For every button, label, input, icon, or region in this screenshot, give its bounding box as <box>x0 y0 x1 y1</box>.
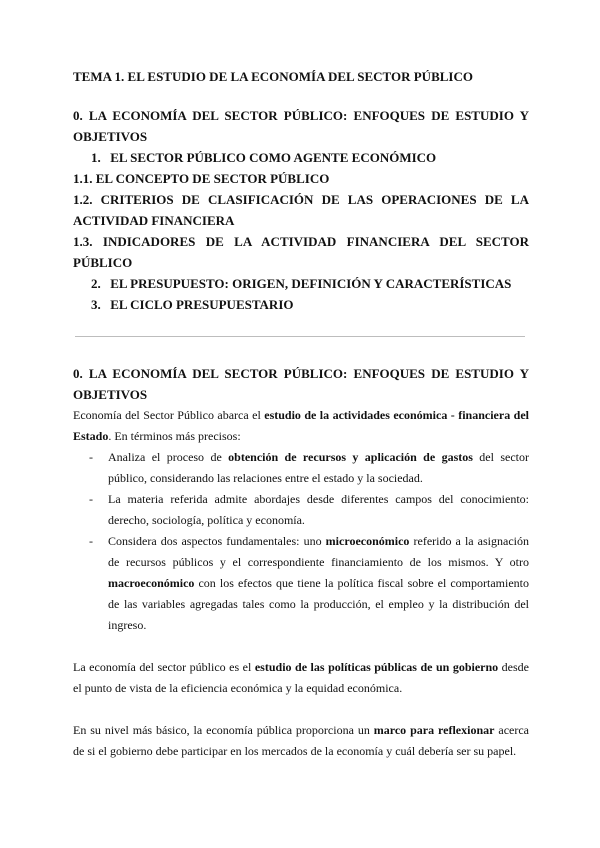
text-run: La materia referida admite abordajes desde diferentes campos del conocimiento: derecho, sociología, política y economía. <box>108 492 529 527</box>
text-run: con los efectos que tiene la política fiscal sobre el comportamiento de las variables agregadas tales como la producción, el empleo y la distribución del ingreso. <box>108 576 529 632</box>
toc-item-number: 2. <box>91 276 101 291</box>
bold-text-run: estudio de la actividades económica - financiera del Estado <box>73 408 529 443</box>
bold-text-run: marco para reflexionar <box>373 723 495 737</box>
list-item <box>73 447 529 489</box>
text-run: del sector público, considerando las relaciones entre el estado y la sociedad. <box>108 450 529 485</box>
text-run: desde el punto de vista de la eficiencia económica y la equidad económica. <box>73 660 530 695</box>
text-run: . En términos más precisos: <box>108 429 241 443</box>
bold-text-run: macroeconómico <box>108 576 195 590</box>
toc-item: 1.2. CRITERIOS DE CLASIFICACIÓN DE LAS OPERACIONES DE LA ACTIVIDAD FINANCIERA <box>73 192 529 228</box>
horizontal-divider <box>75 336 525 337</box>
toc-item: 0. LA ECONOMÍA DEL SECTOR PÚBLICO: ENFOQUES DE ESTUDIO Y OBJETIVOS <box>73 108 529 144</box>
toc-item <box>73 294 529 315</box>
dash-bullet: - <box>89 492 93 506</box>
dash-bullet: - <box>89 450 93 464</box>
section-heading: 0. LA ECONOMÍA DEL SECTOR PÚBLICO: ENFOQUES DE ESTUDIO Y OBJETIVOS <box>73 366 529 402</box>
document-title: TEMA 1. EL ESTUDIO DE LA ECONOMÍA DEL SECTOR PÚBLICO <box>73 69 473 84</box>
text-run: referido a la asignación de recursos públicos y el correspondiente financiamiento de los mismos. Y otro <box>108 534 529 569</box>
text-run: Economía del Sector Público abarca el <box>73 408 265 422</box>
dash-bullet: - <box>89 534 93 548</box>
text-run: Considera dos aspectos fundamentales: uno <box>108 534 326 548</box>
bold-text-run: obtención de recursos y aplicación de gastos <box>228 450 473 464</box>
body-paragraph <box>73 720 529 762</box>
document-content <box>73 68 529 762</box>
table-of-contents <box>73 105 529 315</box>
toc-item-number: 3. <box>91 297 101 312</box>
toc-item <box>73 147 529 168</box>
toc-item-text: EL SECTOR PÚBLICO COMO AGENTE ECONÓMICO <box>110 150 437 165</box>
bold-text-run: estudio de las políticas públicas de un gobierno <box>254 660 499 674</box>
toc-item-number: 1. <box>91 150 101 165</box>
text-run: La economía del sector público es el <box>73 660 255 674</box>
intro-paragraph <box>73 405 529 447</box>
toc-item <box>73 273 529 294</box>
text-run: En su nivel más básico, la economía pública proporciona un <box>73 723 374 737</box>
list-item <box>73 489 529 531</box>
toc-item: 1.1. EL CONCEPTO DE SECTOR PÚBLICO <box>73 171 330 186</box>
body-paragraph <box>73 657 529 699</box>
text-run: acerca de si el gobierno debe participar en los mercados de la economía y cuál debería ser su papel. <box>73 723 529 758</box>
toc-item: 1.3. INDICADORES DE LA ACTIVIDAD FINANCIERA DEL SECTOR PÚBLICO <box>73 234 529 270</box>
bullet-list <box>73 447 529 636</box>
bold-text-run: microeconómico <box>325 534 410 548</box>
toc-item-text: EL CICLO PRESUPUESTARIO <box>110 297 294 312</box>
toc-item-text: EL PRESUPUESTO: ORIGEN, DEFINICIÓN Y CARACTERÍSTICAS <box>110 276 512 291</box>
text-run: Analiza el proceso de <box>108 450 229 464</box>
list-item <box>73 531 529 636</box>
